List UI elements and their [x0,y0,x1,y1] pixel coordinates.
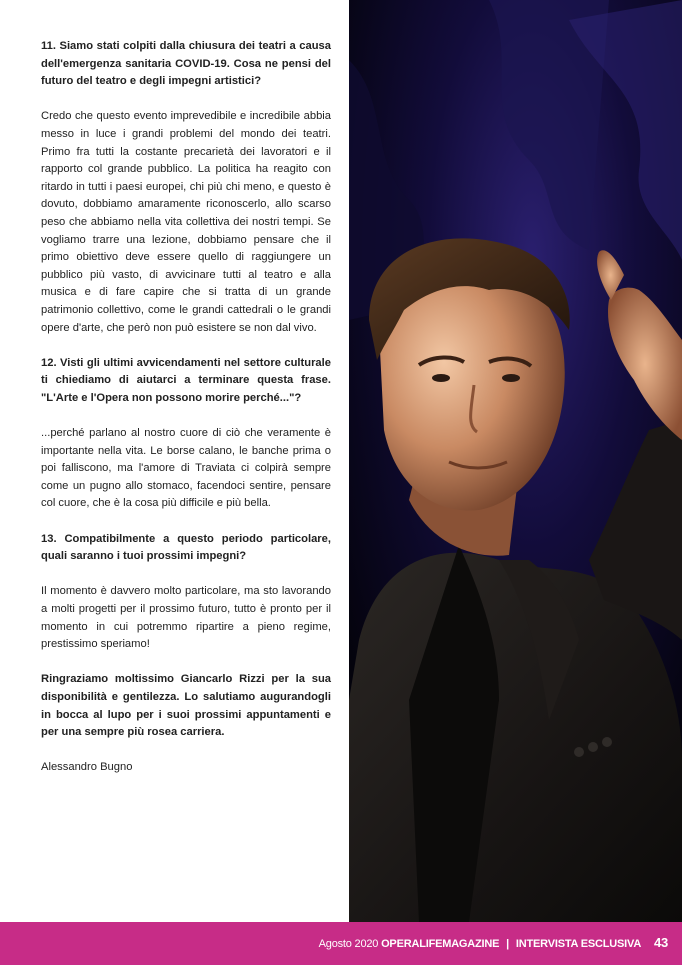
question-12: 12. Visti gli ultimi avvicendamenti nel settore culturale ti chiediamo di aiutarci a terminare questa frase. "L'Arte e l'Opera non possono morire perché..."? [41,356,331,404]
footer-issue: Agosto 2020 [318,938,379,950]
closing-remarks: Ringraziamo moltissimo Giancarlo Rizzi per la sua disponibilità e gentilezza. Lo salutiamo augurandogli in bocca al lupo per i suoi prossimi appuntamenti e per una sempre più rosea carriera. [41,673,331,739]
answer-11: Credo che questo evento imprevedibile e incredibile abbia messo in luce i grandi problemi del mondo dei teatri. Primo fra tutti la costante precarietà dei lavoratori e il rapporto col grande pubblico. La politica ha reagito con ritardo in tutti i paesi europei, chi più chi meno, e questo è dovuto, dobbiamo amaramente riconoscerlo, allo scarso peso che abbiamo nella vita collettiva dei nostri tempi. Se vogliamo trarre una lezione, dobbiamo pensare che il primo obiettivo deve essere quello di raggiungere un pubblico più vasto, di avvicinare tutti al teatro e alla musica e di fare capire che si tratta di un grande patrimonio collettivo, come le grandi cattedrali o le grandi opere d'arte, che però non può esistere se non dal vivo. [41,110,331,334]
question-11: 11. Siamo stati colpiti dalla chiusura dei teatri a causa dell'emergenza sanitaria COVID-19. Cosa ne pensi del futuro del teatro e degli impegni artistici? [41,40,331,88]
singer-photo [349,0,682,922]
page-number: 43 [653,935,668,950]
page-footer [0,922,682,965]
answer-13: Il momento è davvero molto particolare, ma sto lavorando a molti progetti per il prossimo futuro, tutto è pronto per il momento in cui potremmo ripartire a pieno regime, prestissimo speriamo! [41,585,331,651]
footer-separator: | [506,938,510,950]
article-column [41,38,331,777]
answer-12: ...perché parlano al nostro cuore di ciò che veramente è importante nella vita. Le borse calano, le banche prima o poi falliscono, ma l'amore di Traviata ci colpirà sempre come un pugno allo stomaco, facendoci sentire, pensare col cuore, che è la cosa più difficile e più bella. [41,427,331,510]
footer-magazine: OPERALIFEMAGAZINE [381,938,500,950]
author-name: Alessandro Bugno [41,761,133,774]
question-13: 13. Compatibilmente a questo periodo particolare, quali saranno i tuoi prossimi impegni? [41,532,331,563]
footer-text [319,935,668,950]
footer-section: INTERVISTA ESCLUSIVA [515,938,642,950]
